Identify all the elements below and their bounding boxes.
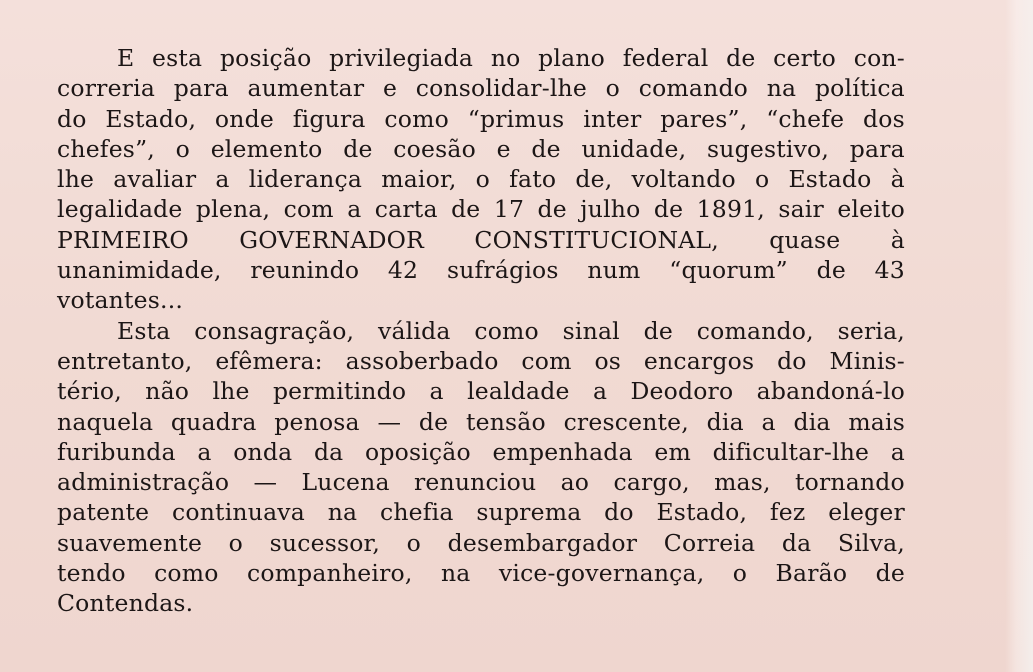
text-line: naquela quadra penosa — de tensão crescente, dia a dia mais — [57, 407, 905, 436]
text-line: entretanto, efêmera: assoberbado com os encargos do Minis- — [57, 346, 905, 375]
text-line: do Estado, onde figura como “primus inter pares”, “chefe dos — [57, 104, 905, 133]
text-line: chefes”, o elemento de coesão e de unidade, sugestivo, para — [57, 134, 905, 163]
text-line: patente continuava na chefia suprema do Estado, fez eleger — [57, 498, 905, 527]
text-line: suavemente o sucessor, o desembargador Correia da Silva, — [57, 528, 905, 557]
text-line: E esta posição privilegiada no plano federal de certo con- — [117, 44, 905, 72]
text-line: lhe avaliar a liderança maior, o fato de, voltando o Estado à — [57, 165, 905, 194]
text-line: tério, não lhe permitindo a lealdade a Deodoro abandoná-lo — [57, 377, 905, 406]
text-line: administração — Lucena renunciou ao cargo, mas, tornando — [57, 468, 905, 497]
text-line: furibunda a onda da oposição empenhada em dificultar-lhe a — [57, 437, 905, 466]
paragraph — [57, 316, 905, 619]
paragraph — [57, 43, 905, 316]
text-line: Esta consagração, válida como sinal de comando, seria, — [117, 316, 905, 345]
text-line: unanimidade, reunindo 42 sufrágios num “quorum” de 43 — [57, 256, 905, 285]
text-line: correria para aumentar e consolidar-lhe o comando na política — [57, 74, 905, 103]
text-line: legalidade plena, com a carta de 17 de julho de 1891, sair eleito — [57, 195, 905, 224]
text-line: Contendas. — [57, 589, 194, 618]
text-line: votantes... — [57, 286, 184, 315]
text-line: tendo como companheiro, na vice-governança, o Barão de — [57, 559, 905, 588]
text-line: PRIMEIRO GOVERNADOR CONSTITUCIONAL, quase à — [57, 225, 905, 254]
page-edge — [1005, 0, 1033, 672]
body-text — [57, 43, 905, 619]
